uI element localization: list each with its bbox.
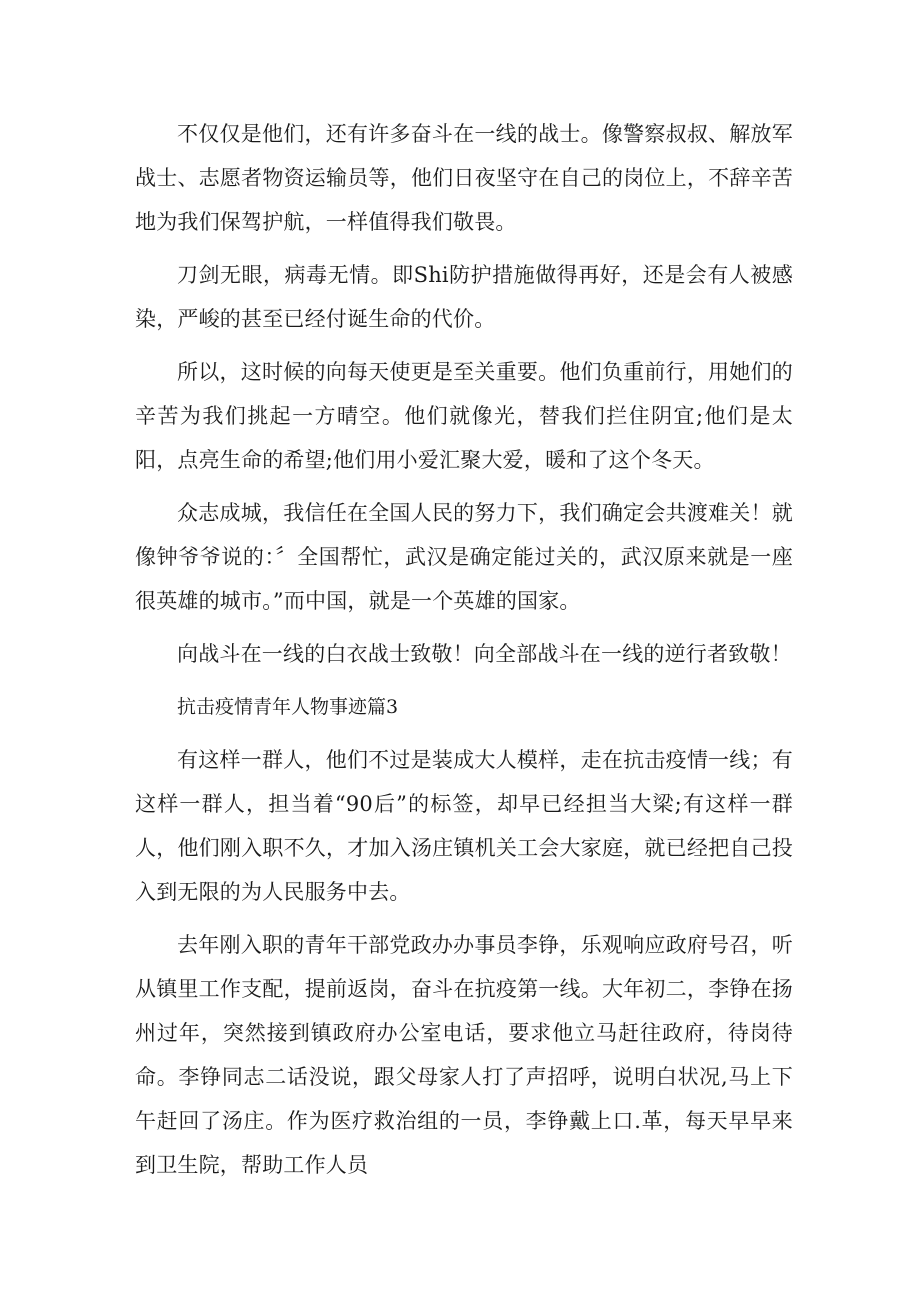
paragraph: 众志成城，我信任在全国人民的努力下，我们确定会共渡难关！就像钟爷爷说的：〞全国帮忙，武汉是确定能过关的，武汉原来就是一座很英雄的城市。”而中国，就是一个英雄的国家。 (135, 501, 793, 613)
section-title: 抗击疫情青年人物事迹篇3 (177, 696, 399, 718)
document-page (135, 112, 793, 1187)
paragraph: 刀剑无眼，病毒无情。即Shi防护措施做得再好，还是会有人被感染，严峻的甚至已经付诞生命的代价。 (135, 263, 793, 331)
paragraph: 所以，这时候的向每天使更是至关重要。他们负重前行，用她们的辛苦为我们挑起一方晴空。他们就像光，替我们拦住阴宜;他们是太阳，点亮生命的希望;他们用小爱汇聚大爱，暖和了这个冬天。 (135, 360, 793, 472)
paragraph: 去年刚入职的青年干部党政办办事员李铮，乐观响应政府号召，听从镇里工作支配，提前返岗，奋斗在抗疫第一线。大年初二，李铮在扬州过年，突然接到镇政府办公室电话，要求他立马赶往政府，待岗待命。李铮同志二话没说，跟父母家人打了声招呼，说明白状况,马上下午赶回了汤庄。作为医疗救治组的一员，李铮戴上口.革，每天早早来到卫生院，帮助工作人员 (135, 933, 793, 1177)
paragraph: 向战斗在一线的白衣战士致敬！向全部战斗在一线的逆行者致敬！ (177, 642, 792, 666)
paragraph: 不仅仅是他们，还有许多奋斗在一线的战士。像警察叔叔、解放军战士、志愿者物资运输员等，他们日夜坚守在自己的岗位上，不辞辛苦地为我们保驾护航，一样值得我们敬畏。 (135, 122, 793, 234)
paragraph: 有这样一群人，他们不过是装成大人模样，走在抗击疫情一线；有这样一群人，担当着“90后”的标签，却早已经担当大梁;有这样一群人，他们刚入职不久，才加入汤庄镇机关工会大家庭，就已经把自己投入到无限的为人民服务中去。 (135, 748, 793, 904)
